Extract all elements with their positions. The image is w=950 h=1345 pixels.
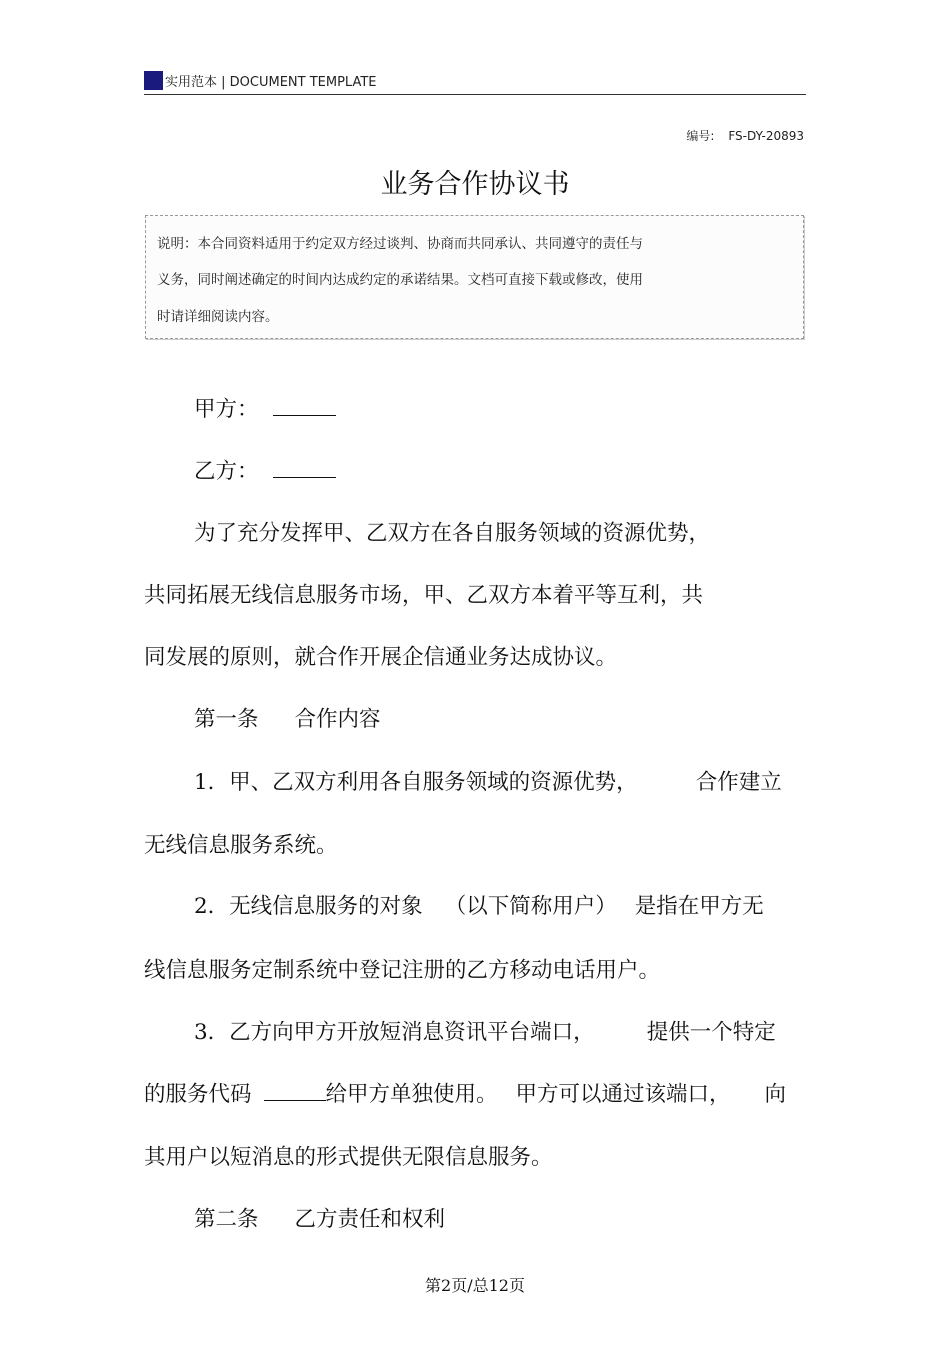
item-3-text: 向: [764, 1082, 787, 1107]
item-3-text: 的服务代码: [144, 1082, 252, 1107]
item-3-text: 甲方可以通过该端口，: [515, 1082, 731, 1107]
template-logo-icon: [144, 71, 163, 90]
item-2-text: （以下简称用户）: [444, 894, 617, 919]
item-2-text: 2．无线信息服务的对象: [194, 894, 423, 919]
item-3-line: [144, 1077, 786, 1108]
party-b-blank: [273, 476, 336, 478]
item-2-text: 是指在甲方无: [634, 894, 764, 919]
description-line: 说明：本合同资料适用于约定双方经过谈判、协商而共同承认、共同遵守的责任与: [157, 236, 643, 252]
item-2-line: 线信息服务定制系统中登记注册的乙方移动电话用户。: [144, 958, 661, 983]
item-1-line: [194, 765, 782, 796]
description-box: [145, 215, 804, 339]
item-3-line: 其用户以短消息的形式提供无限信息服务。: [144, 1145, 553, 1170]
item-3-text: 3．乙方向甲方开放短消息资讯平台端口，: [194, 1020, 595, 1045]
page-header: [144, 66, 806, 95]
document-number-label: 编号:: [686, 129, 715, 143]
article-1-heading: [194, 702, 381, 733]
item-2-line: [194, 889, 764, 920]
document-number-value: FS-DY-20893: [728, 129, 804, 143]
item-1-line: 无线信息服务系统。: [144, 833, 338, 858]
item-1-text: 合作建立: [695, 770, 782, 795]
article-1-title: 合作内容: [294, 707, 381, 732]
item-3-text: 给甲方单独使用。: [325, 1082, 498, 1107]
description-line: 时请详细阅读内容。: [157, 309, 279, 325]
article-1-number: 第一条: [194, 707, 259, 732]
intro-line: 为了充分发挥甲、乙双方在各自服务领域的资源优势，: [194, 521, 711, 546]
service-code-blank: [264, 1099, 326, 1101]
document-number: [686, 127, 804, 144]
party-b-line: [194, 454, 336, 485]
item-1-text: 1．甲、乙双方利用各自服务领域的资源优势，: [194, 770, 638, 795]
intro-line: 共同拓展无线信息服务市场，甲、乙双方本着平等互利，共: [144, 583, 704, 608]
document-title: 业务合作协议书: [380, 169, 570, 200]
article-2-title: 乙方责任和权利: [294, 1207, 446, 1232]
page-footer: 第2页/总12页: [425, 1276, 525, 1295]
article-2-number: 第二条: [194, 1207, 259, 1232]
item-3-text: 提供一个特定: [646, 1020, 776, 1045]
party-b-label: 乙方：: [194, 459, 259, 484]
article-2-heading: [194, 1202, 445, 1233]
item-3-line: [194, 1015, 776, 1046]
party-a-label: 甲方：: [194, 397, 259, 422]
party-a-line: [194, 392, 336, 423]
intro-line: 同发展的原则，就合作开展企信通业务达成协议。: [144, 645, 618, 670]
header-text: 实用范本 | DOCUMENT TEMPLATE: [165, 75, 377, 90]
description-line: 义务，同时阐述确定的时间内达成约定的承诺结果。文档可直接下载或修改，使用: [157, 272, 643, 288]
party-a-blank: [273, 414, 336, 416]
